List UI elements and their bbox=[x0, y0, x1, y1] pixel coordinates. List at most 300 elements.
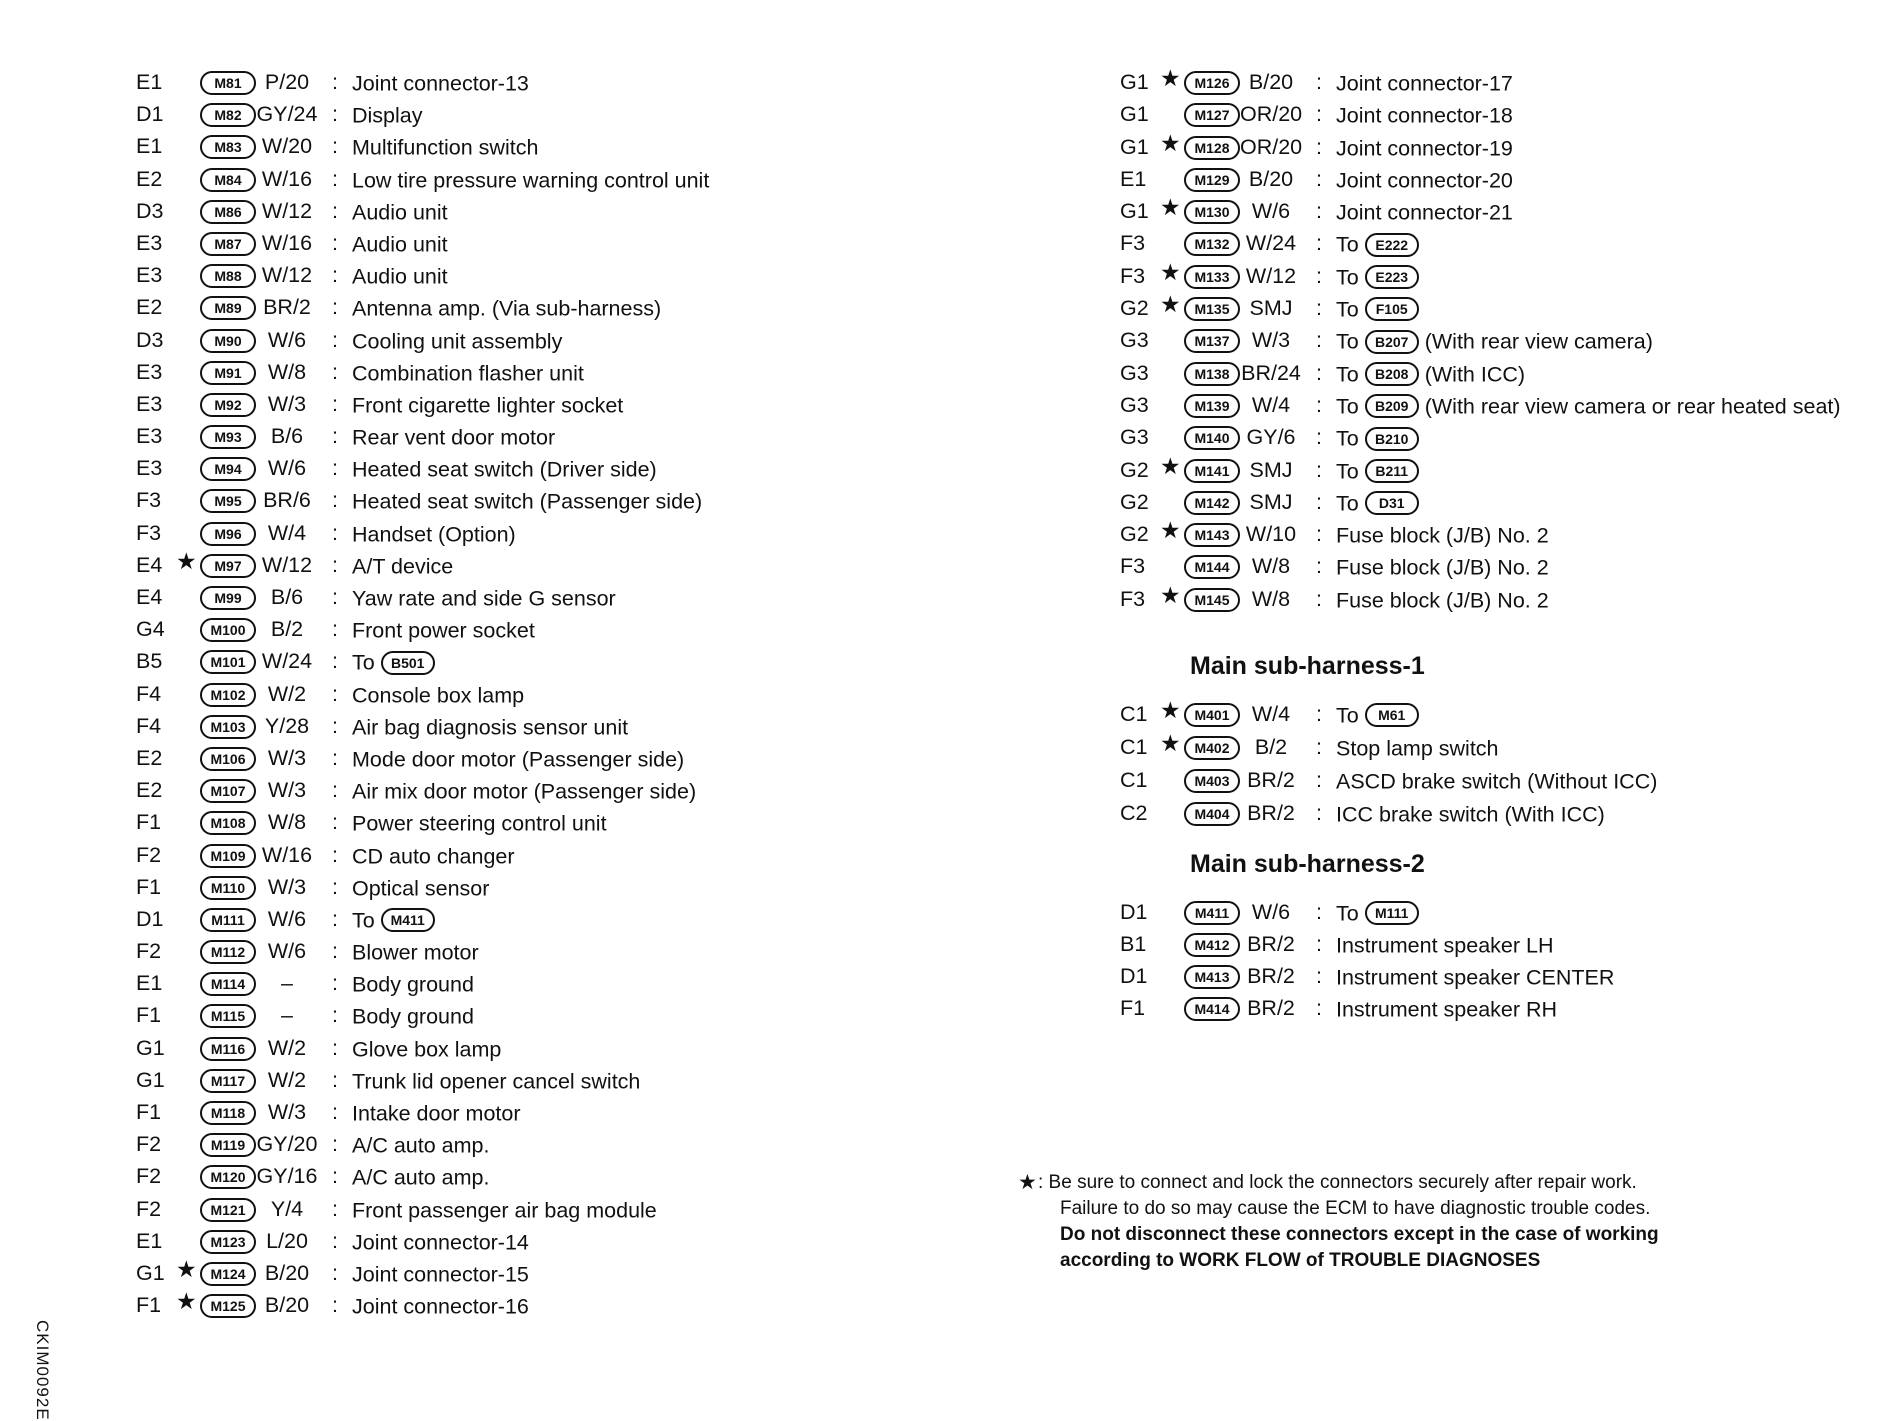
connector-id: M101 bbox=[200, 650, 256, 674]
separator: : bbox=[332, 585, 338, 609]
description-text: To bbox=[1336, 394, 1359, 419]
connector-description bbox=[352, 680, 524, 709]
description-text: Front power socket bbox=[352, 618, 535, 643]
connector-description bbox=[1336, 552, 1549, 581]
grid-ref: E3 bbox=[136, 359, 163, 384]
grid-ref: F1 bbox=[136, 1293, 162, 1318]
description-text: Mode door motor (Passenger side) bbox=[352, 747, 685, 772]
description-text: To bbox=[1336, 329, 1359, 354]
connector-description bbox=[352, 390, 623, 419]
grid-ref: B1 bbox=[1120, 932, 1147, 956]
connector-id: M115 bbox=[200, 1004, 256, 1028]
description-text: Rear vent door motor bbox=[352, 425, 556, 450]
description-text: Joint connector-19 bbox=[1336, 135, 1513, 160]
connector-description bbox=[352, 583, 616, 612]
grid-ref: D1 bbox=[1120, 900, 1148, 924]
connector-id: M123 bbox=[200, 1230, 256, 1254]
separator: : bbox=[332, 649, 338, 674]
connector-description bbox=[1336, 294, 1425, 323]
connector-id: M121 bbox=[200, 1198, 256, 1222]
grid-ref: C1 bbox=[1120, 735, 1148, 759]
description-text: To bbox=[1336, 297, 1359, 322]
connector-spec: W/6 bbox=[267, 906, 307, 931]
connector-spec: W/6 bbox=[1251, 900, 1291, 924]
connector-spec: W/6 bbox=[267, 939, 307, 964]
separator: : bbox=[332, 810, 338, 835]
separator: : bbox=[332, 842, 338, 867]
connector-spec: – bbox=[281, 1003, 293, 1028]
connector-description bbox=[352, 293, 661, 322]
target-connector: B208 bbox=[1365, 362, 1419, 386]
description-text: Body ground bbox=[352, 972, 474, 997]
footnote-line-1: : Be sure to connect and lock the connectors securely after repair work. bbox=[1038, 1172, 1637, 1193]
connector-id: M83 bbox=[200, 135, 256, 159]
separator: : bbox=[332, 134, 338, 159]
separator: : bbox=[332, 1003, 338, 1028]
star-icon: ★ bbox=[176, 547, 197, 574]
description-text: Optical sensor bbox=[352, 876, 490, 901]
separator: : bbox=[332, 70, 338, 94]
grid-ref: F2 bbox=[136, 1132, 162, 1157]
grid-ref: G1 bbox=[136, 1067, 165, 1092]
separator: : bbox=[332, 971, 338, 996]
footnote-line-2: Failure to do so may cause the ECM to have diagnostic trouble codes. bbox=[1060, 1198, 1651, 1219]
separator: : bbox=[332, 456, 338, 481]
connector-spec: W/12 bbox=[261, 198, 313, 223]
description-text: Joint connector-14 bbox=[352, 1230, 529, 1255]
grid-ref: C2 bbox=[1120, 801, 1148, 825]
connector-id: M137 bbox=[1184, 329, 1240, 353]
connector-spec: Y/4 bbox=[270, 1196, 304, 1221]
grid-ref: G1 bbox=[136, 1260, 165, 1285]
connector-spec: W/4 bbox=[1251, 702, 1291, 726]
grid-ref: F3 bbox=[136, 488, 162, 513]
connector-spec: B/6 bbox=[270, 585, 304, 609]
connector-spec: SMJ bbox=[1249, 296, 1293, 321]
separator: : bbox=[332, 327, 338, 352]
grid-ref: G4 bbox=[136, 617, 165, 642]
grid-ref: E3 bbox=[136, 456, 163, 481]
connector-spec: BR/6 bbox=[263, 488, 311, 513]
grid-ref: E1 bbox=[136, 134, 163, 159]
footnote-line-4: according to WORK FLOW of TROUBLE DIAGNOSES bbox=[1060, 1250, 1541, 1271]
separator: : bbox=[1316, 996, 1322, 1020]
grid-ref: F3 bbox=[1120, 554, 1146, 579]
connector-spec: B/6 bbox=[270, 424, 304, 449]
footnote bbox=[1018, 1170, 1659, 1274]
connector-spec: W/10 bbox=[1245, 522, 1297, 547]
target-connector: E223 bbox=[1365, 265, 1419, 289]
grid-ref: E1 bbox=[1120, 166, 1147, 191]
description-text: ASCD brake switch (Without ICC) bbox=[1336, 769, 1658, 794]
description-text: Joint connector-21 bbox=[1336, 200, 1513, 225]
connector-description bbox=[352, 615, 535, 644]
separator: : bbox=[332, 713, 338, 738]
description-text: Audio unit bbox=[352, 232, 448, 257]
connector-description bbox=[1336, 391, 1841, 420]
grid-ref: D1 bbox=[136, 906, 164, 931]
connector-id: M117 bbox=[200, 1069, 256, 1093]
connector-id: M102 bbox=[200, 683, 256, 707]
grid-ref: G1 bbox=[1120, 70, 1149, 94]
connector-id: M414 bbox=[1184, 997, 1240, 1021]
description-text: Intake door motor bbox=[352, 1101, 521, 1126]
separator: : bbox=[332, 1228, 338, 1253]
connector-id: M402 bbox=[1184, 736, 1240, 760]
connector-description bbox=[352, 1291, 529, 1320]
star-icon: ★ bbox=[1160, 194, 1181, 221]
connector-id: M120 bbox=[200, 1165, 256, 1189]
connector-spec: W/3 bbox=[267, 874, 307, 899]
connector-spec: – bbox=[281, 971, 293, 996]
grid-ref: E3 bbox=[136, 424, 163, 449]
separator: : bbox=[332, 778, 338, 803]
description-text: To bbox=[1336, 426, 1359, 451]
connector-description bbox=[352, 905, 441, 934]
separator: : bbox=[332, 488, 338, 513]
connector-description bbox=[352, 519, 516, 548]
description-text: Joint connector-20 bbox=[1336, 168, 1513, 193]
separator: : bbox=[1316, 489, 1322, 514]
grid-ref: E4 bbox=[136, 585, 163, 609]
connector-description bbox=[352, 808, 607, 837]
description-text: Fuse block (J/B) No. 2 bbox=[1336, 523, 1549, 548]
description-text: To bbox=[1336, 703, 1359, 728]
connector-description bbox=[1336, 326, 1653, 355]
description-text: Yaw rate and side G sensor bbox=[352, 586, 616, 611]
grid-ref: E2 bbox=[136, 778, 163, 803]
description-text: Instrument speaker RH bbox=[1336, 997, 1558, 1022]
connector-spec: L/20 bbox=[266, 1228, 308, 1253]
target-connector: E222 bbox=[1365, 233, 1419, 257]
connector-spec: BR/2 bbox=[1247, 801, 1295, 825]
connector-spec: BR/2 bbox=[1247, 768, 1295, 792]
grid-ref: F1 bbox=[136, 874, 162, 899]
connector-id: M404 bbox=[1184, 802, 1240, 826]
star-icon: ★ bbox=[1160, 291, 1181, 318]
connector-id: M130 bbox=[1184, 200, 1240, 224]
connector-spec: W/4 bbox=[1251, 392, 1291, 417]
separator: : bbox=[332, 552, 338, 577]
connector-spec: W/3 bbox=[267, 391, 307, 416]
description-text: Heated seat switch (Driver side) bbox=[352, 457, 657, 482]
connector-id: M94 bbox=[200, 457, 256, 481]
grid-ref: F4 bbox=[136, 713, 162, 738]
description-text: To bbox=[1336, 265, 1359, 290]
connector-spec: W/12 bbox=[261, 263, 313, 288]
connector-id: M81 bbox=[200, 71, 256, 95]
connector-id: M97 bbox=[200, 554, 256, 578]
separator: : bbox=[1316, 964, 1322, 988]
separator: : bbox=[1316, 392, 1322, 417]
separator: : bbox=[332, 1164, 338, 1189]
grid-ref: G1 bbox=[136, 1035, 165, 1060]
connector-spec: GY/24 bbox=[256, 102, 318, 127]
connector-spec: W/12 bbox=[261, 552, 313, 577]
separator: : bbox=[1316, 328, 1322, 353]
connector-spec: W/4 bbox=[267, 520, 307, 545]
connector-id: M109 bbox=[200, 844, 256, 868]
target-connector: F105 bbox=[1365, 297, 1419, 321]
connector-id: M87 bbox=[200, 232, 256, 256]
grid-ref: F3 bbox=[1120, 586, 1146, 611]
target-connector: M411 bbox=[381, 908, 435, 932]
description-text: Joint connector-13 bbox=[352, 71, 529, 96]
description-text: Joint connector-15 bbox=[352, 1262, 529, 1287]
separator: : bbox=[332, 424, 338, 449]
connector-description bbox=[352, 132, 538, 161]
connector-description bbox=[352, 712, 628, 741]
separator: : bbox=[332, 745, 338, 770]
grid-ref: G3 bbox=[1120, 392, 1149, 417]
description-text: Stop lamp switch bbox=[1336, 736, 1499, 761]
separator: : bbox=[332, 295, 338, 320]
connector-description bbox=[1336, 700, 1425, 729]
connector-spec: W/3 bbox=[1251, 328, 1291, 353]
target-connector: M111 bbox=[1365, 901, 1419, 925]
connector-description bbox=[352, 1227, 529, 1256]
separator: : bbox=[332, 1293, 338, 1318]
grid-ref: G2 bbox=[1120, 457, 1149, 482]
description-text: To bbox=[1336, 901, 1359, 926]
connector-spec: W/20 bbox=[261, 134, 313, 159]
separator: : bbox=[1316, 702, 1322, 726]
connector-id: M139 bbox=[1184, 394, 1240, 418]
connector-id: M124 bbox=[200, 1262, 256, 1286]
connector-id: M88 bbox=[200, 264, 256, 288]
connector-id: M86 bbox=[200, 200, 256, 224]
grid-ref: F1 bbox=[136, 1003, 162, 1028]
separator: : bbox=[1316, 457, 1322, 482]
separator: : bbox=[1316, 231, 1322, 256]
separator: : bbox=[1316, 425, 1322, 450]
separator: : bbox=[1316, 735, 1322, 759]
connector-spec: SMJ bbox=[1249, 489, 1293, 514]
connector-spec: W/8 bbox=[267, 359, 307, 384]
connector-spec: W/6 bbox=[267, 456, 307, 481]
grid-ref: E1 bbox=[136, 70, 163, 94]
connector-id: M114 bbox=[200, 972, 256, 996]
connector-id: M135 bbox=[1184, 297, 1240, 321]
star-icon: ★ bbox=[1160, 129, 1181, 156]
separator: : bbox=[1316, 134, 1322, 159]
grid-ref: G2 bbox=[1120, 522, 1149, 547]
connector-spec: BR/24 bbox=[1241, 360, 1301, 385]
connector-spec: OR/20 bbox=[1240, 134, 1303, 159]
description-text: CD auto changer bbox=[352, 843, 515, 868]
connector-description bbox=[352, 261, 448, 290]
separator: : bbox=[332, 939, 338, 964]
separator: : bbox=[332, 198, 338, 223]
connector-description bbox=[1336, 423, 1425, 452]
description-text: Fuse block (J/B) No. 2 bbox=[1336, 588, 1549, 613]
connector-spec: W/3 bbox=[267, 778, 307, 803]
connector-description bbox=[352, 100, 423, 129]
connector-id: M91 bbox=[200, 361, 256, 385]
connector-spec: W/2 bbox=[267, 1067, 307, 1092]
connector-id: M112 bbox=[200, 940, 256, 964]
connector-spec: B/20 bbox=[264, 1293, 310, 1318]
grid-ref: G1 bbox=[1120, 102, 1149, 127]
connector-id: M93 bbox=[200, 425, 256, 449]
connector-id: M119 bbox=[200, 1133, 256, 1157]
separator: : bbox=[332, 617, 338, 642]
connector-spec: B/20 bbox=[264, 1260, 310, 1285]
connector-description bbox=[1336, 165, 1513, 194]
connector-spec: BR/2 bbox=[1247, 932, 1295, 956]
connector-description bbox=[1336, 359, 1525, 388]
grid-ref: G3 bbox=[1120, 328, 1149, 353]
star-icon: ★ bbox=[1160, 258, 1181, 285]
connector-id: M82 bbox=[200, 103, 256, 127]
connector-description bbox=[1336, 262, 1425, 291]
separator: : bbox=[1316, 801, 1322, 825]
connector-id: M107 bbox=[200, 779, 256, 803]
connector-id: M144 bbox=[1184, 555, 1240, 579]
star-icon: ★ bbox=[1160, 730, 1181, 756]
connector-id: M100 bbox=[200, 618, 256, 642]
separator: : bbox=[332, 391, 338, 416]
connector-description bbox=[1336, 229, 1425, 258]
grid-ref: F1 bbox=[1120, 996, 1146, 1020]
description-text: Heated seat switch (Passenger side) bbox=[352, 489, 703, 514]
connector-id: M118 bbox=[200, 1101, 256, 1125]
target-connector: B210 bbox=[1365, 427, 1419, 451]
description-text: Low tire pressure warning control unit bbox=[352, 167, 710, 192]
connector-description bbox=[1336, 799, 1605, 828]
connector-id: M95 bbox=[200, 489, 256, 513]
connector-spec: W/12 bbox=[1245, 263, 1297, 288]
description-text: Display bbox=[352, 103, 423, 128]
connector-id: M138 bbox=[1184, 362, 1240, 386]
target-connector: B211 bbox=[1365, 459, 1419, 483]
connector-description bbox=[352, 197, 448, 226]
grid-ref: F3 bbox=[1120, 263, 1146, 288]
connector-id: M143 bbox=[1184, 523, 1240, 547]
connector-spec: P/20 bbox=[264, 70, 310, 94]
connector-id: M133 bbox=[1184, 265, 1240, 289]
grid-ref: E3 bbox=[136, 263, 163, 288]
grid-ref: F4 bbox=[136, 681, 162, 706]
grid-ref: F2 bbox=[136, 1196, 162, 1221]
grid-ref: F2 bbox=[136, 939, 162, 964]
connector-description bbox=[352, 776, 696, 805]
connector-description bbox=[352, 1162, 489, 1191]
grid-ref: E2 bbox=[136, 166, 163, 191]
connector-id: M141 bbox=[1184, 459, 1240, 483]
connector-spec: W/8 bbox=[267, 810, 307, 835]
description-text: ICC brake switch (With ICC) bbox=[1336, 802, 1605, 827]
connector-description bbox=[352, 422, 555, 451]
connector-spec: W/16 bbox=[261, 166, 313, 191]
connector-id: M92 bbox=[200, 393, 256, 417]
connector-id: M412 bbox=[1184, 933, 1240, 957]
connector-spec: B/2 bbox=[1254, 735, 1288, 759]
separator: : bbox=[1316, 296, 1322, 321]
description-text: Combination flasher unit bbox=[352, 361, 584, 386]
connector-description bbox=[352, 744, 684, 773]
connector-spec: W/24 bbox=[1245, 231, 1297, 256]
description-text: To bbox=[1336, 491, 1359, 516]
connector-id: M413 bbox=[1184, 965, 1240, 989]
description-text: Cooling unit assembly bbox=[352, 328, 563, 353]
connector-spec: W/6 bbox=[267, 327, 307, 352]
connector-spec: W/3 bbox=[267, 1100, 307, 1124]
connector-id: M89 bbox=[200, 296, 256, 320]
grid-ref: G2 bbox=[1120, 296, 1149, 321]
separator: : bbox=[332, 1260, 338, 1285]
description-text: Power steering control unit bbox=[352, 811, 607, 836]
description-text: Joint connector-18 bbox=[1336, 103, 1513, 128]
target-connector: B209 bbox=[1365, 394, 1419, 418]
connector-description bbox=[352, 486, 702, 515]
connector-description bbox=[352, 68, 529, 97]
separator: : bbox=[332, 102, 338, 127]
description-text: Body ground bbox=[352, 1004, 474, 1029]
separator: : bbox=[1316, 554, 1322, 579]
connector-spec: W/8 bbox=[1251, 554, 1291, 579]
connector-spec: GY/20 bbox=[256, 1132, 318, 1157]
connector-description bbox=[1336, 585, 1549, 614]
connector-spec: W/16 bbox=[261, 842, 313, 867]
star-icon: ★ bbox=[176, 1288, 197, 1315]
grid-ref: E3 bbox=[136, 230, 163, 255]
connector-spec: W/2 bbox=[267, 1035, 307, 1060]
connector-description bbox=[1336, 520, 1549, 549]
separator: : bbox=[332, 520, 338, 545]
connector-id: M132 bbox=[1184, 232, 1240, 256]
connector-description bbox=[352, 873, 489, 902]
sub-harness-2-title: Main sub-harness-2 bbox=[1190, 850, 1425, 878]
description-text: To bbox=[352, 650, 375, 675]
connector-description bbox=[352, 937, 479, 966]
connector-description bbox=[1336, 68, 1513, 97]
connector-id: M127 bbox=[1184, 103, 1240, 127]
description-text: Handset (Option) bbox=[352, 521, 516, 546]
connector-description bbox=[1336, 733, 1499, 762]
connector-id: M108 bbox=[200, 811, 256, 835]
connector-description bbox=[1336, 898, 1425, 927]
description-text: Audio unit bbox=[352, 264, 448, 289]
connector-description bbox=[1336, 962, 1614, 991]
connector-spec: BR/2 bbox=[1247, 964, 1295, 988]
description-text: To bbox=[352, 908, 375, 933]
connector-spec: BR/2 bbox=[1247, 996, 1295, 1020]
connector-spec: GY/6 bbox=[1246, 425, 1296, 450]
connector-id: M129 bbox=[1184, 168, 1240, 192]
grid-ref: D3 bbox=[136, 327, 164, 352]
star-icon: ★ bbox=[1018, 1171, 1037, 1194]
connector-description bbox=[1336, 994, 1557, 1023]
grid-ref: F2 bbox=[136, 1164, 162, 1189]
description-text: Joint connector-16 bbox=[352, 1294, 529, 1319]
connector-description bbox=[1336, 930, 1554, 959]
connector-spec: GY/16 bbox=[256, 1164, 318, 1189]
target-connector: D31 bbox=[1365, 491, 1419, 515]
description-text: Air bag diagnosis sensor unit bbox=[352, 715, 629, 740]
grid-ref: D1 bbox=[136, 102, 164, 127]
grid-ref: E2 bbox=[136, 295, 163, 320]
description-text: To bbox=[1336, 362, 1359, 386]
connector-description bbox=[1336, 488, 1425, 517]
grid-ref: F2 bbox=[136, 842, 162, 867]
connector-spec: BR/2 bbox=[263, 295, 311, 320]
description-text: Front passenger air bag module bbox=[352, 1197, 657, 1222]
description-text: Console box lamp bbox=[352, 682, 525, 707]
connector-description bbox=[352, 1066, 640, 1095]
grid-ref: E1 bbox=[136, 971, 163, 996]
target-connector: B501 bbox=[381, 651, 435, 675]
